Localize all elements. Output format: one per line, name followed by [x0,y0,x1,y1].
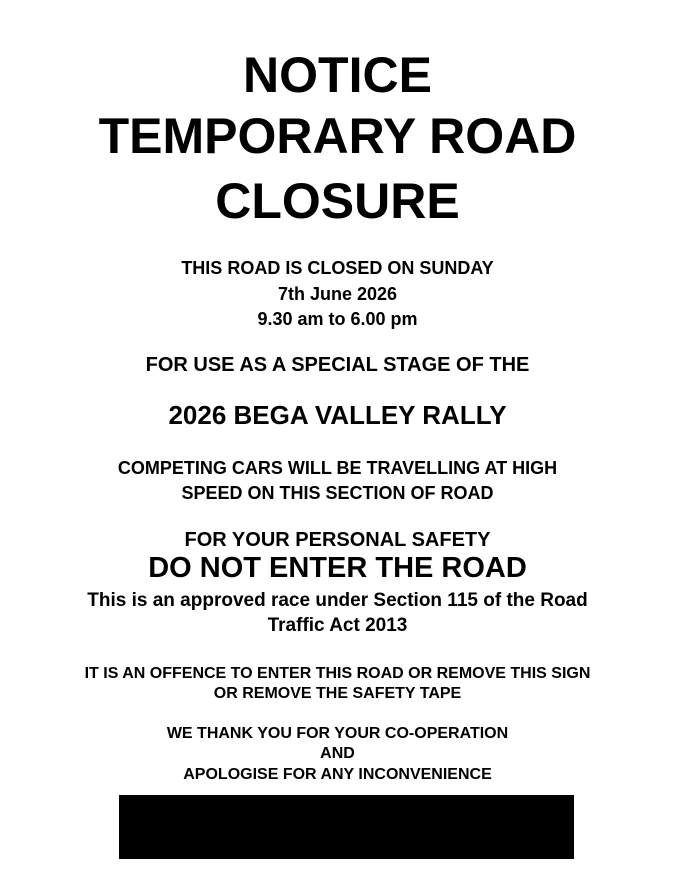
notice-heading: NOTICE [243,47,432,103]
thanks-line-2: AND [320,745,355,762]
notice-title-line-2: CLOSURE [215,173,460,229]
offence-line-2: OR REMOVE THE SAFETY TAPE [213,685,462,702]
approval-line-1: This is an approved race under Section 115 of the Road [87,590,588,611]
warning-line-1: COMPETING CARS WILL BE TRAVELLING AT HIGH [117,458,558,478]
offence-line-1: IT IS AN OFFENCE TO ENTER THIS ROAD OR REMOVE THIS SIGN [84,665,591,682]
thanks-line-1: WE THANK YOU FOR YOUR CO-OPERATION [166,725,509,742]
approval-line-2: Traffic Act 2013 [267,615,408,636]
thanks-line-3: APOLOGISE FOR ANY INCONVENIENCE [183,766,492,783]
do-not-enter-instruction: DO NOT ENTER THE ROAD [148,552,527,584]
purpose-statement: FOR USE AS A SPECIAL STAGE OF THE [145,354,530,376]
closure-date: 7th June 2026 [277,284,398,304]
event-name: 2026 BEGA VALLEY RALLY [168,400,507,430]
warning-line-2: SPEED ON THIS SECTION OF ROAD [181,483,494,503]
closure-time: 9.30 am to 6.00 pm [257,309,418,329]
redacted-block [119,795,574,859]
notice-title-line-1: TEMPORARY ROAD [98,108,577,164]
closure-statement: THIS ROAD IS CLOSED ON SUNDAY [181,258,494,278]
safety-intro: FOR YOUR PERSONAL SAFETY [184,529,491,551]
